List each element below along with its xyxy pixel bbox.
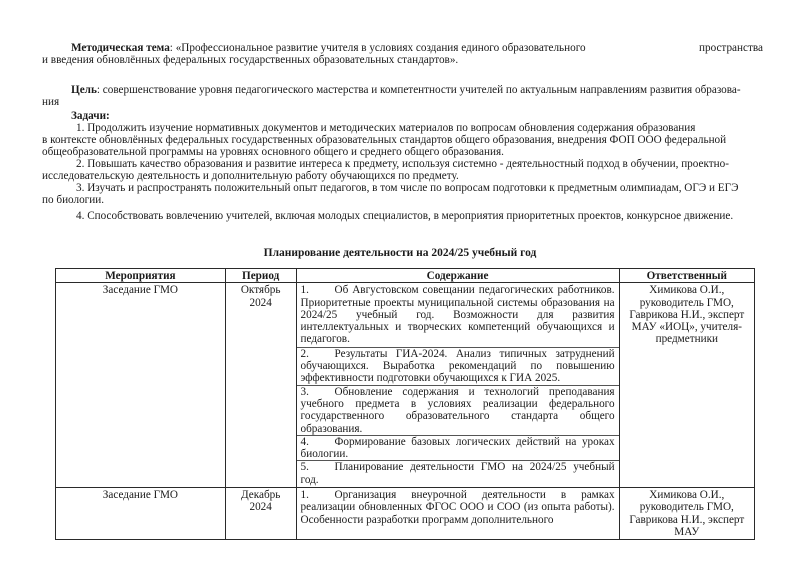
content-item-1: 1. Об Августовском совещании педагогических работников. Приоритетные проекты муниципальной системы образования на 2024/25 учебный год. Возможности для развития интеллектуальных и творческих компетенций обучающихся и педагогов. bbox=[300, 284, 615, 346]
goal-line2: ния bbox=[42, 96, 60, 108]
period-cell bbox=[225, 488, 296, 540]
table-row bbox=[56, 488, 755, 540]
event-cell: Заседание ГМО bbox=[56, 488, 226, 540]
task-2-line1: 2. Повышать качество образования и развитие интереса к предмету, используя системно - деятельностный подход в обучении, проектно- bbox=[76, 158, 729, 170]
plan-table bbox=[55, 268, 755, 540]
task-4-line1: 4. Способствовать вовлечению учителей, включая молодых специалистов, в мероприятия приоритетных проектов, конкурсное движение. bbox=[76, 210, 734, 222]
content-cell bbox=[296, 283, 619, 488]
goal-label: Цель bbox=[71, 84, 97, 96]
task-3-line1: 3. Изучать и распространять положительный опыт педагогов, в том числе по вопросам подготовки к предметным олимпиадам, ОГЭ и ЕГЭ bbox=[76, 182, 739, 194]
content-item-4: 4. Формирование базовых логических действий на уроках биологии. bbox=[297, 435, 619, 461]
content-item-3: 3. Обновление содержания и технологий преподавания учебного предмета в условиях реализации федерального государственного образовательного стандарта общего образования. bbox=[297, 385, 619, 435]
goal-line1 bbox=[71, 84, 741, 96]
task-1-line2: в контексте обновлённых федеральных государственных образовательных стандартов общего образования, внедрения ФОП ООО федеральной bbox=[42, 134, 727, 146]
task-3-line2: по биологии. bbox=[42, 194, 105, 206]
method-theme-line1 bbox=[71, 42, 671, 54]
period-year: 2024 bbox=[249, 501, 272, 514]
period-month: Октябрь bbox=[240, 284, 281, 297]
goal-text: : совершенствование уровня педагогического мастерства и компетентности учителей по актуальным направлениям развития образова- bbox=[96, 84, 741, 96]
content-item-2: 2. Результаты ГИА-2024. Анализ типичных затруднений обучающихся. Выработка рекомендаций по повышению эффективности подготовки обучающихся к ГИА 2025. bbox=[297, 347, 619, 385]
task-1-line3: общеобразовательной программы на уровнях основного общего и среднего общего образования. bbox=[42, 146, 504, 158]
task-2-line2: исследовательскую деятельность и дополнительную работу обучающихся по предмету. bbox=[42, 170, 459, 182]
responsible-cell: Химикова О.И., руководитель ГМО, Гаврикова Н.И., эксперт МАУ bbox=[619, 488, 754, 540]
column-header-responsible: Ответственный bbox=[619, 269, 754, 283]
period-month: Декабрь bbox=[240, 489, 281, 502]
task-1-line1: 1. Продолжить изучение нормативных документов и методических материалов по вопросам обновления содержания образования bbox=[76, 122, 696, 134]
content-item-5: 5. Планирование деятельности ГМО на 2024/25 учебный год. bbox=[297, 460, 619, 486]
plan-title: Планирование деятельности на 2024/25 учебный год bbox=[263, 247, 537, 259]
event-cell: Заседание ГМО bbox=[56, 283, 226, 488]
method-theme-text: : «Профессиональное развитие учителя в условиях создания единого образовательного bbox=[169, 42, 586, 54]
period-cell bbox=[225, 283, 296, 488]
column-header-period: Период bbox=[225, 269, 296, 283]
table-header-row bbox=[56, 269, 755, 283]
table-row bbox=[56, 283, 755, 488]
column-header-events: Мероприятия bbox=[56, 269, 226, 283]
column-header-content: Содержание bbox=[296, 269, 619, 283]
method-theme-line2: и введения обновлённых федеральных государственных образовательных стандартов». bbox=[42, 54, 459, 66]
content-cell bbox=[296, 488, 619, 540]
content-item-1: 1. Организация внеурочной деятельности в рамках реализации обновленных ФГОС ООО и СОО (из опыта работы). Особенности разработки программ дополнительного bbox=[300, 489, 615, 526]
period-year: 2024 bbox=[249, 296, 272, 309]
responsible-cell: Химикова О.И., руководитель ГМО, Гаврикова Н.И., эксперт МАУ «ИОЦ», учителя-предметники bbox=[619, 283, 754, 488]
tasks-heading: Задачи: bbox=[71, 110, 110, 122]
method-theme-label: Методическая тема bbox=[71, 42, 170, 54]
method-theme-line1-end: пространства bbox=[699, 42, 763, 54]
